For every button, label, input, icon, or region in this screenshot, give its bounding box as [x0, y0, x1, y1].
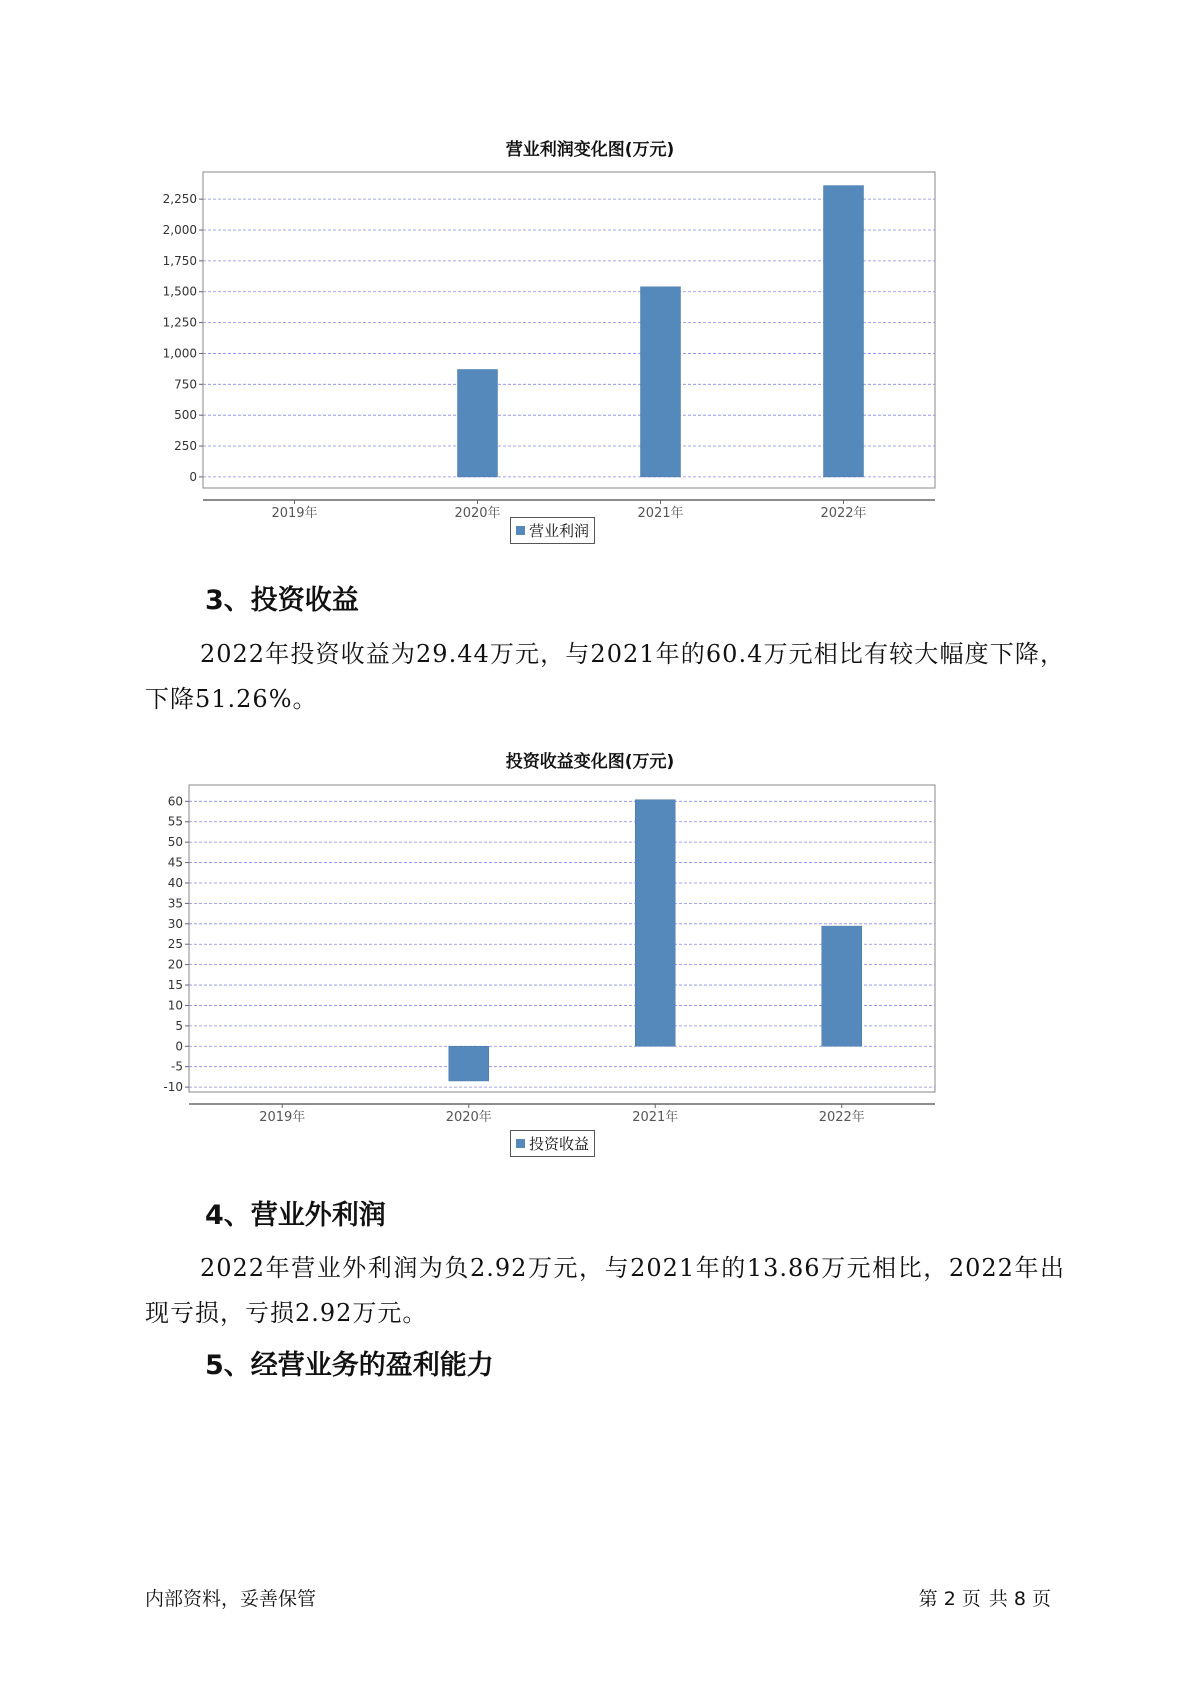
- y-tick-label: 1,000: [162, 346, 197, 361]
- operating-profit-chart: [150, 130, 1030, 550]
- footer-page-number: [919, 1584, 1051, 1611]
- footer-page-label: 第 2 页: [918, 1588, 981, 1610]
- y-tick-label: 2,000: [162, 223, 197, 238]
- y-tick-label: 15: [167, 978, 183, 993]
- x-tick-label: 2021年: [632, 1110, 679, 1125]
- y-tick-label: 0: [175, 1039, 183, 1054]
- footer-confidential-note: 内部资料，妥善保管: [145, 1588, 317, 1610]
- bar: [635, 800, 675, 1047]
- y-tick-label: 45: [167, 855, 183, 870]
- section-5-heading: 5、经营业务的盈利能力: [205, 1350, 494, 1381]
- y-tick-label: 2,250: [162, 192, 197, 207]
- y-tick-label: 35: [167, 896, 183, 911]
- chart-plot: [150, 782, 1030, 1162]
- y-tick-label: 1,500: [162, 284, 197, 299]
- footer-total-label: 共 8 页: [988, 1588, 1051, 1610]
- y-tick-label: 1,250: [162, 315, 197, 330]
- y-tick-label: 20: [167, 957, 183, 972]
- x-tick-label: 2022年: [818, 1110, 865, 1125]
- investment-income-chart: [150, 742, 1030, 1162]
- y-tick-label: 55: [167, 814, 183, 829]
- y-tick-label: 50: [167, 835, 183, 850]
- bar: [822, 926, 862, 1046]
- y-tick-label: 40: [167, 875, 183, 890]
- section-3-paragraph: 2022年投资收益为29.44万元，与2021年的60.4万元相比有较大幅度下降，下降51.26%。: [145, 640, 1065, 713]
- legend-swatch: [516, 526, 525, 535]
- chart-title: 投资收益变化图(万元): [505, 752, 675, 772]
- bar: [449, 1046, 489, 1081]
- x-tick-label: 2019年: [271, 506, 318, 521]
- y-tick-label: 250: [174, 439, 197, 454]
- bar: [458, 370, 498, 477]
- y-tick-label: -10: [163, 1080, 183, 1095]
- chart-legend: [510, 517, 595, 544]
- section-4-paragraph: 2022年营业外利润为负2.92万元，与2021年的13.86万元相比，2022年出现亏损，亏损2.92万元。: [145, 1254, 1065, 1327]
- section-4-heading: 4、营业外利润: [205, 1200, 386, 1231]
- x-tick-label: 2022年: [820, 506, 867, 521]
- bar: [824, 186, 864, 477]
- y-tick-label: 500: [174, 408, 197, 423]
- chart-title: 营业利润变化图(万元): [505, 140, 675, 160]
- section-3-heading: 3、投资收益: [205, 585, 359, 616]
- chart-legend: [510, 1130, 595, 1157]
- legend-label: 营业利润: [529, 522, 590, 540]
- y-tick-label: 30: [167, 916, 183, 931]
- chart-plot: [150, 170, 1030, 550]
- bar: [641, 287, 681, 477]
- x-tick-label: 2020年: [445, 1110, 492, 1125]
- y-tick-label: 0: [189, 469, 197, 484]
- y-tick-label: 25: [167, 937, 183, 952]
- y-tick-label: 5: [175, 1018, 183, 1033]
- y-tick-label: -5: [171, 1059, 183, 1074]
- legend-swatch: [516, 1139, 525, 1148]
- y-tick-label: 750: [174, 377, 197, 392]
- legend-label: 投资收益: [529, 1135, 590, 1153]
- x-tick-label: 2019年: [259, 1110, 306, 1125]
- x-tick-label: 2021年: [637, 506, 684, 521]
- y-tick-label: 60: [167, 794, 183, 809]
- x-tick-label: 2020年: [454, 506, 501, 521]
- y-tick-label: 1,750: [162, 253, 197, 268]
- y-tick-label: 10: [167, 998, 183, 1013]
